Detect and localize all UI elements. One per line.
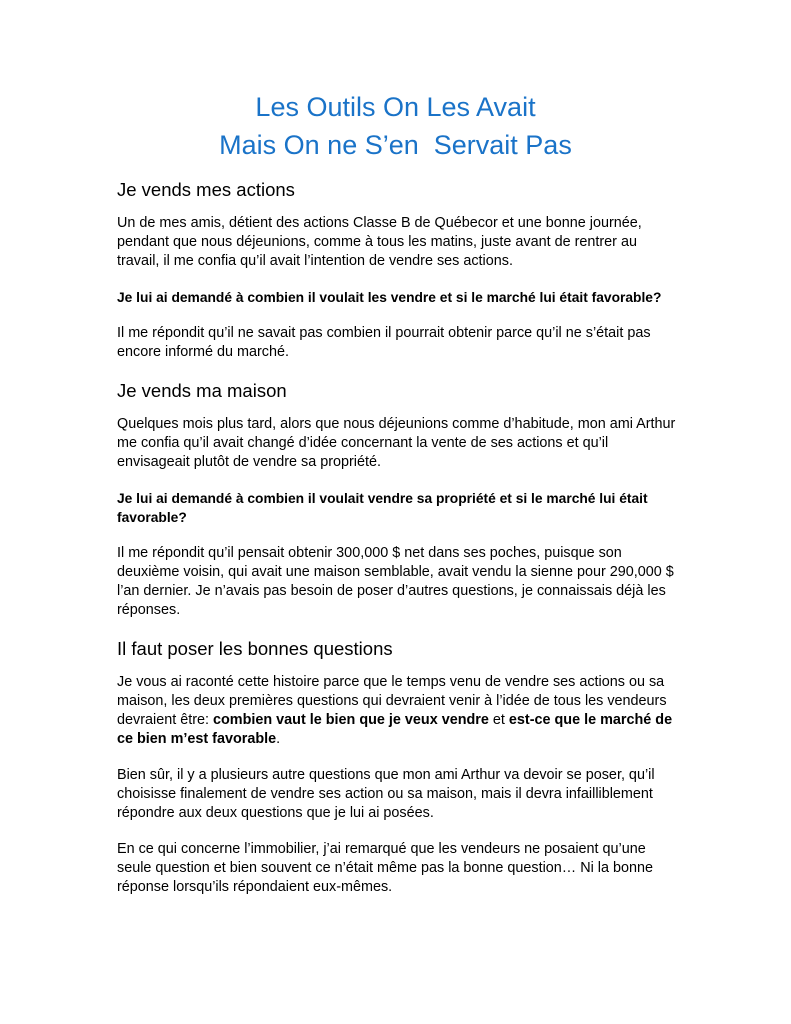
bold-question: Je lui ai demandé à combien il voulait vendre sa propriété et si le marché lui était favorable? bbox=[117, 491, 648, 525]
paragraph: Quelques mois plus tard, alors que nous déjeunions comme d’habitude, mon ami Arthur me confia qu’il avait changé d’idée concernant la vente de ses actions et qu’il envisageait plutôt de vendre sa propriété. bbox=[117, 416, 676, 470]
section-actions bbox=[117, 178, 677, 362]
paragraph: Bien sûr, il y a plusieurs autre questions que mon ami Arthur va devoir se poser, qu’il choisisse finalement de vendre ses action ou sa maison, mais il devra infailliblement répondre aux deux questions que je lui ai posées. bbox=[117, 767, 655, 821]
section-questions bbox=[117, 637, 677, 897]
section-heading: Il faut poser les bonnes questions bbox=[117, 638, 393, 659]
text-run: . bbox=[276, 731, 281, 747]
text-run: Je vous ai raconté cette histoire parce que le temps venu de vendre ses actions ou sa maison, les deux premières questions qui devraient venir à l’idée de tous les vendeurs devraient être: bbox=[117, 674, 667, 728]
document-body bbox=[117, 178, 677, 914]
section-heading: Je vends mes actions bbox=[117, 179, 295, 200]
page-title bbox=[0, 88, 791, 164]
section-heading: Je vends ma maison bbox=[117, 380, 287, 401]
emphasis-text: combien vaut le bien que je veux vendre bbox=[213, 712, 489, 728]
paragraph: Un de mes amis, détient des actions Classe B de Québecor et une bonne journée, pendant que nous déjeunions, comme à tous les matins, juste avant de rentrer au travail, il me confia qu’il avait l’intention de vendre ses actions. bbox=[117, 215, 642, 269]
title-line-2: Mais On ne S’en Servait Pas bbox=[219, 130, 572, 160]
text-run: et bbox=[488, 712, 509, 728]
bold-question: Je lui ai demandé à combien il voulait les vendre et si le marché lui était favorable? bbox=[117, 290, 662, 305]
paragraph: Il me répondit qu’il ne savait pas combien il pourrait obtenir parce qu’il ne s’était pas encore informé du marché. bbox=[117, 325, 651, 360]
section-maison bbox=[117, 379, 677, 620]
emphasis-text: est-ce que le marché de ce bien m’est favorable bbox=[117, 712, 673, 747]
title-line-1: Les Outils On Les Avait bbox=[255, 92, 536, 122]
paragraph: Il me répondit qu’il pensait obtenir 300,000 $ net dans ses poches, puisque son deuxième voisin, qui avait une maison semblable, avait vendu la sienne pour 290,000 $ l’an dernier. Je n’avais pas besoin de poser d’autres questions, je connaissais déjà les réponses. bbox=[117, 545, 674, 618]
paragraph: En ce qui concerne l’immobilier, j’ai remarqué que les vendeurs ne posaient qu’une seule question et bien souvent ce n’était même pas la bonne question… Ni la bonne réponse lorsqu’ils répondaient eux-mêmes. bbox=[117, 841, 654, 895]
paragraph-with-emphasis bbox=[117, 673, 677, 749]
